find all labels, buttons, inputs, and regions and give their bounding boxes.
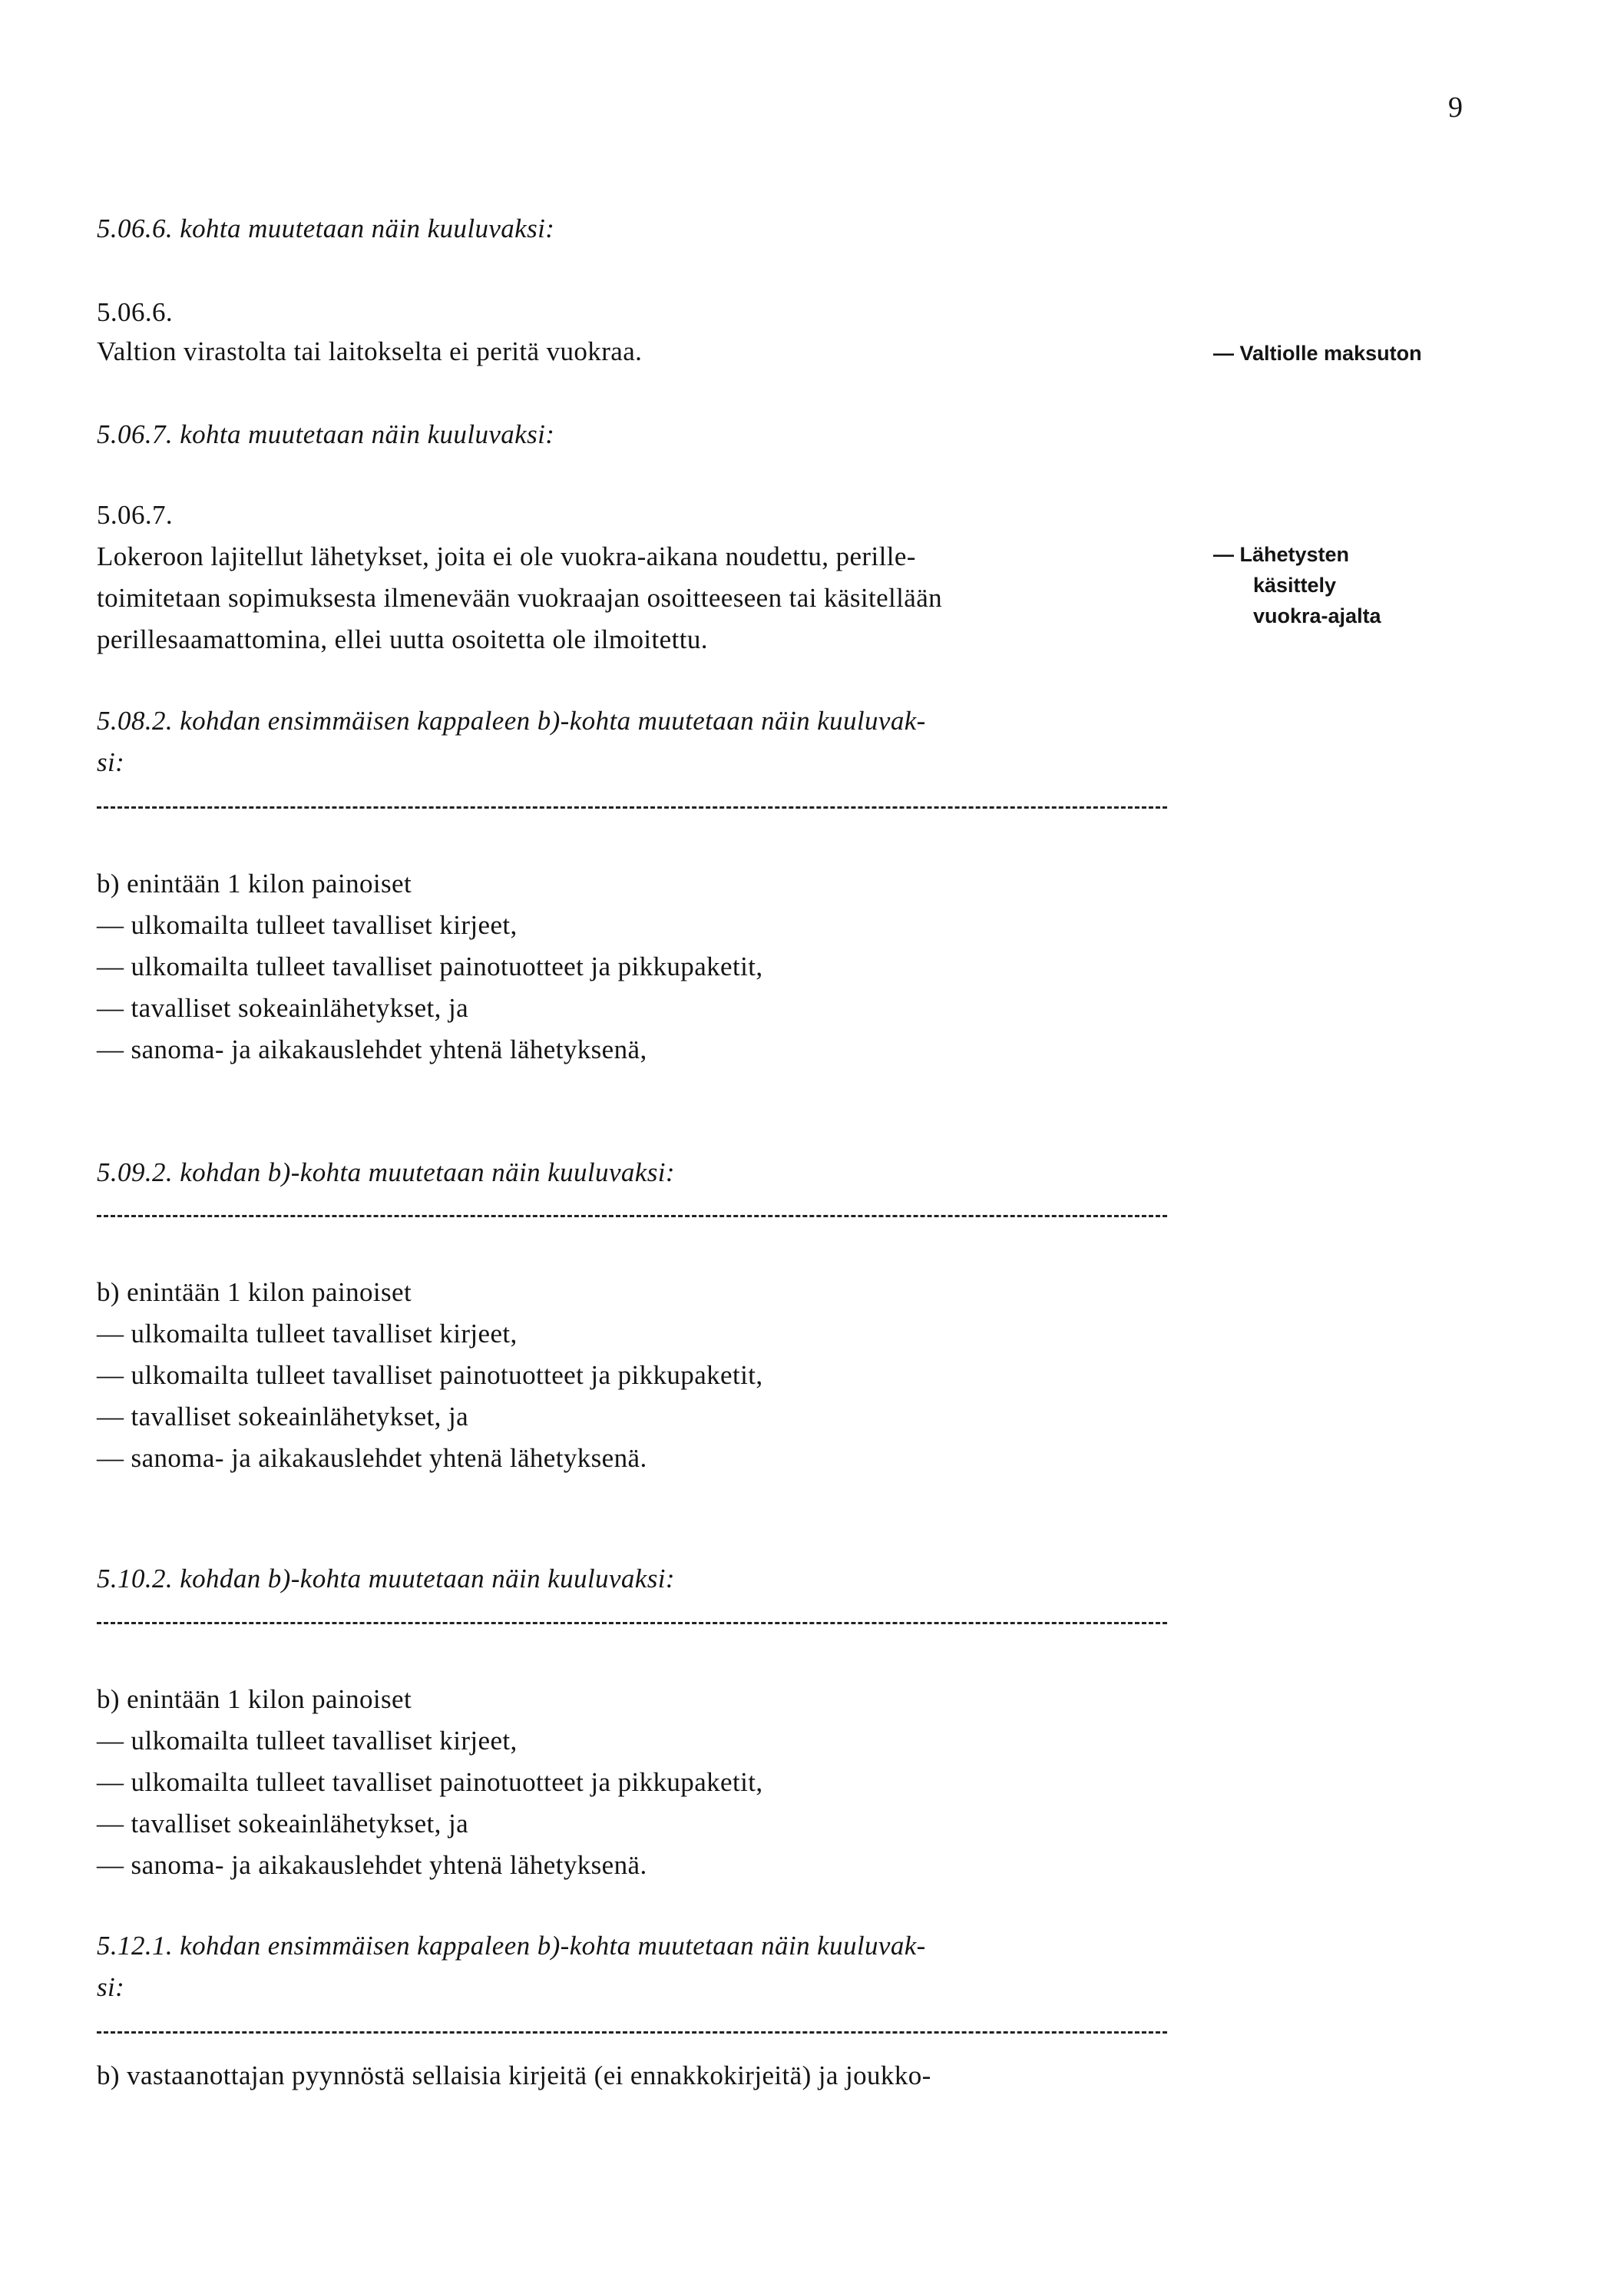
text-line: b) vastaanottajan pyynnöstä sellaisia kirjeitä (ei ennakkokirjeitä) ja joukko- — [97, 2060, 931, 2090]
text-line: — ulkomailta tulleet tavalliset painotuotteet ja pikkupaketit, — [97, 1360, 763, 1390]
section-body-5-08-2 — [97, 863, 763, 1071]
section-heading-5-12-1 — [97, 1925, 926, 2008]
heading-line: si: — [97, 1972, 125, 2002]
section-body-5-06-7 — [97, 495, 942, 660]
margin-note-lahetysten — [1213, 539, 1381, 631]
text-line: — ulkomailta tulleet tavalliset painotuotteet ja pikkupaketit, — [97, 1767, 763, 1797]
omission-dash-line — [97, 1622, 1167, 1624]
margin-note-line: käsittely — [1253, 574, 1337, 597]
section-heading-5-10-2: 5.10.2. kohdan b)-kohta muutetaan näin kuuluvaksi: — [97, 1564, 675, 1594]
text-line: — tavalliset sokeainlähetykset, ja — [97, 993, 469, 1023]
section-heading-5-08-2 — [97, 700, 926, 783]
section-number-5-06-7: 5.06.7. — [97, 500, 174, 530]
heading-line: 5.08.2. kohdan ensimmäisen kappaleen b)-kohta muutetaan näin kuuluvak- — [97, 706, 926, 736]
text-line: — sanoma- ja aikakauslehdet yhtenä lähetyksenä. — [97, 1850, 647, 1880]
text-line: b) enintään 1 kilon painoiset — [97, 1277, 412, 1307]
text-line: — ulkomailta tulleet tavalliset kirjeet, — [97, 1726, 518, 1756]
section-body-5-10-2 — [97, 1679, 763, 1886]
section-body-5-12-1 — [97, 2055, 931, 2097]
margin-note-line: vuokra-ajalta — [1253, 604, 1381, 627]
omission-dash-line — [97, 1215, 1167, 1217]
omission-dash-line — [97, 2031, 1167, 2034]
section-body-5-09-2 — [97, 1272, 763, 1479]
omission-dash-line — [97, 806, 1167, 809]
text-line: perillesaamattomina, ellei uutta osoitetta ole ilmoitettu. — [97, 624, 708, 654]
margin-note-valtiolle: — Valtiolle maksuton — [1213, 342, 1422, 365]
text-line: — tavalliset sokeainlähetykset, ja — [97, 1809, 469, 1839]
text-line: Lokeroon lajitellut lähetykset, joita ei ole vuokra-aikana noudettu, perille- — [97, 541, 916, 571]
heading-line: 5.12.1. kohdan ensimmäisen kappaleen b)-kohta muutetaan näin kuuluvak- — [97, 1931, 926, 1961]
text-line: — sanoma- ja aikakauslehdet yhtenä lähetyksenä, — [97, 1034, 647, 1064]
text-line: toimitetaan sopimuksesta ilmenevään vuokraajan osoitteeseen tai käsitellään — [97, 583, 943, 613]
margin-note-line: — Lähetysten — [1213, 543, 1350, 566]
text-line: b) enintään 1 kilon painoiset — [97, 869, 412, 899]
section-heading-5-06-7: 5.06.7. kohta muutetaan näin kuuluvaksi: — [97, 419, 555, 449]
text-line: — ulkomailta tulleet tavalliset kirjeet, — [97, 1319, 518, 1349]
section-heading-5-06-6: 5.06.6. kohta muutetaan näin kuuluvaksi: — [97, 213, 555, 243]
text-line: — ulkomailta tulleet tavalliset kirjeet, — [97, 910, 518, 940]
text-line: b) enintään 1 kilon painoiset — [97, 1684, 412, 1714]
text-line: — ulkomailta tulleet tavalliset painotuotteet ja pikkupaketit, — [97, 952, 763, 981]
page-number: 9 — [1448, 91, 1463, 124]
heading-line: si: — [97, 747, 125, 777]
section-heading-5-09-2: 5.09.2. kohdan b)-kohta muutetaan näin kuuluvaksi: — [97, 1157, 675, 1187]
text-line: — sanoma- ja aikakauslehdet yhtenä lähetyksenä. — [97, 1443, 647, 1473]
section-number-5-06-6: 5.06.6. — [97, 297, 174, 327]
section-text-5-06-6: Valtion virastolta tai laitokselta ei peritä vuokraa. — [97, 336, 643, 366]
text-line: — tavalliset sokeainlähetykset, ja — [97, 1402, 469, 1431]
